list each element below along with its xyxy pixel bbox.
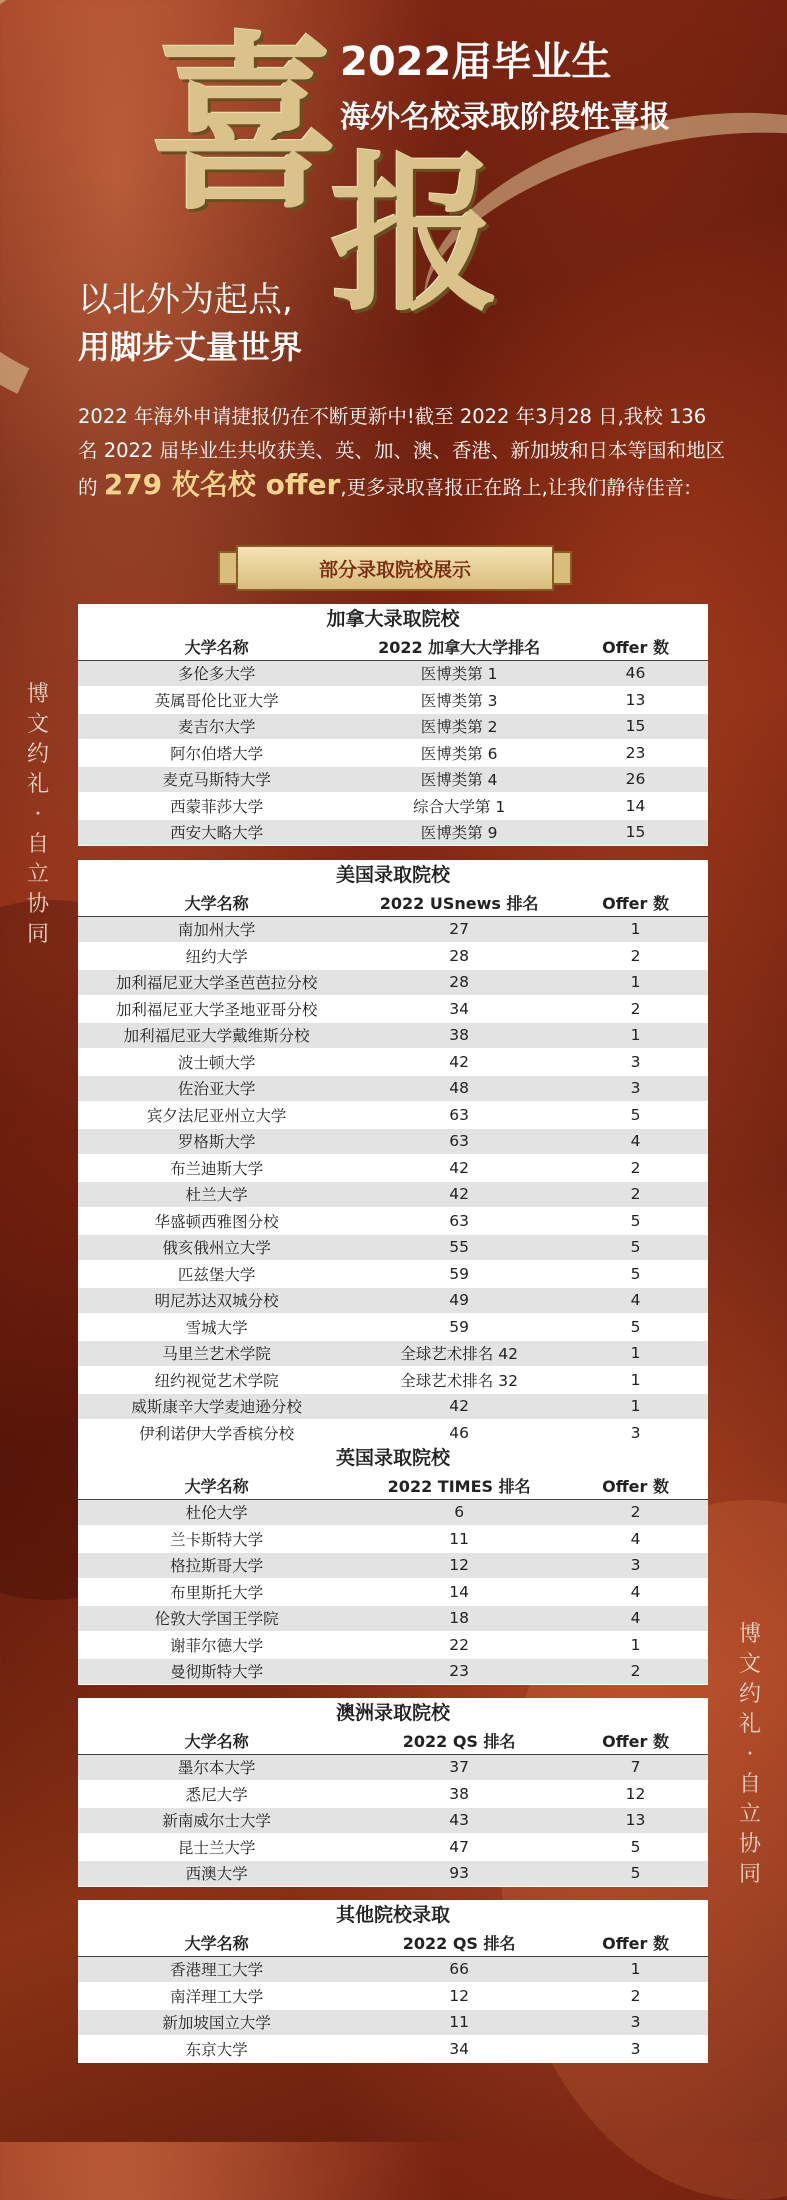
ranking-cell: 全球艺术排名 32 [355,1367,563,1394]
university-name: 新加坡国立大学 [78,2009,355,2036]
ranking-cell: 63 [355,1102,563,1129]
ranking-cell: 93 [355,1860,563,1887]
column-header: Offer 数 [563,1930,708,1956]
offer-count: 1 [563,1956,708,1983]
table-header-row [78,1930,708,1956]
column-header: 2022 QS 排名 [355,1930,563,1956]
column-header: Offer 数 [563,1728,708,1754]
ranking-cell: 23 [355,1658,563,1685]
ranking-cell: 14 [355,1579,563,1606]
table-row [78,969,708,996]
offer-count-highlight: 279 枚名校 offer [103,468,341,501]
table-row [78,766,708,793]
offer-count: 2 [563,1658,708,1685]
column-header: 大学名称 [78,634,355,660]
offer-count: 1 [563,1632,708,1659]
ranking-cell: 48 [355,1075,563,1102]
offer-count: 5 [563,1102,708,1129]
ranking-cell: 46 [355,1420,563,1447]
table-row [78,1526,708,1553]
ranking-cell: 42 [355,1393,563,1420]
table-row [78,1754,708,1781]
ranking-cell: 医博类第 6 [355,740,563,767]
table-row [78,1393,708,1420]
offer-count: 4 [563,1579,708,1606]
university-name: 伊利诺伊大学香槟分校 [78,1420,355,1447]
table-header-row [78,1473,708,1499]
offer-count: 3 [563,1075,708,1102]
intro-text-end: ,更多录取喜报正在路上,让我们静待佳音: [340,476,691,499]
ranking-cell: 43 [355,1807,563,1834]
offer-count: 2 [563,996,708,1023]
offer-count: 7 [563,1754,708,1781]
offer-count: 1 [563,1022,708,1049]
section-title: 澳洲录取院校 [335,1702,450,1724]
ranking-cell: 18 [355,1605,563,1632]
university-name: 布兰迪斯大学 [78,1155,355,1182]
offer-count: 13 [563,1807,708,1834]
column-header: 大学名称 [78,890,355,916]
university-name: 波士顿大学 [78,1049,355,1076]
table-row [78,1499,708,1526]
ranking-cell: 34 [355,996,563,1023]
column-header: 大学名称 [78,1930,355,1956]
table-row [78,1261,708,1288]
university-name: 纽约大学 [78,943,355,970]
university-name: 加利福尼亚大学圣地亚哥分校 [78,996,355,1023]
table-row [78,1367,708,1394]
offer-count: 1 [563,1340,708,1367]
ranking-cell: 12 [355,1983,563,2010]
table-row [78,996,708,1023]
side-motto-right: 博文约礼·自立协同 [738,1622,761,1887]
column-header: 大学名称 [78,1473,355,1499]
table-header-row [78,634,708,660]
table-row [78,1956,708,1983]
university-name: 纽约视觉艺术学院 [78,1367,355,1394]
table-row [78,1983,708,2010]
page-subtitle: 海外名校录取阶段性喜报 [340,100,670,135]
table-row [78,713,708,740]
university-name: 兰卡斯特大学 [78,1526,355,1553]
university-name: 谢菲尔德大学 [78,1632,355,1659]
university-name: 佐治亚大学 [78,1075,355,1102]
page-title: 2022届毕业生 [340,39,612,85]
table-row [78,1181,708,1208]
table-row [78,1208,708,1235]
table-row [78,1781,708,1808]
ranking-table [78,890,708,1447]
university-name: 杜兰大学 [78,1181,355,1208]
table-row [78,1075,708,1102]
table-row [78,660,708,687]
big-character-xi: 喜 [150,13,341,236]
table-header-row [78,890,708,916]
ranking-table [78,1930,708,2063]
table-row [78,2009,708,2036]
offer-count: 14 [563,793,708,820]
offer-count: 1 [563,969,708,996]
column-header: 2022 加拿大大学排名 [355,634,563,660]
university-name: 威斯康辛大学麦迪逊分校 [78,1393,355,1420]
table-row [78,1340,708,1367]
university-name: 华盛顿西雅图分校 [78,1208,355,1235]
table-row [78,916,708,943]
table-row [78,1658,708,1685]
university-name: 麦克马斯特大学 [78,766,355,793]
table-row [78,1860,708,1887]
ranking-cell: 63 [355,1208,563,1235]
ranking-cell: 医博类第 1 [355,660,563,687]
table-row [78,819,708,846]
university-name: 宾夕法尼亚州立大学 [78,1102,355,1129]
table-row [78,1128,708,1155]
offer-count: 15 [563,713,708,740]
offer-count: 5 [563,1314,708,1341]
section-usa [78,860,708,1447]
table-row [78,687,708,714]
university-name: 悉尼大学 [78,1781,355,1808]
university-name: 布里斯托大学 [78,1579,355,1606]
ranking-cell: 医博类第 4 [355,766,563,793]
offer-count: 5 [563,1208,708,1235]
table-row [78,1552,708,1579]
ranking-cell: 37 [355,1754,563,1781]
ranking-table [78,1728,708,1887]
ranking-cell: 医博类第 9 [355,819,563,846]
column-header: Offer 数 [563,634,708,660]
side-motto-left: 博文约礼·自立协同 [26,682,49,947]
table-row [78,1605,708,1632]
university-name: 东京大学 [78,2036,355,2063]
ranking-cell: 34 [355,2036,563,2063]
table-row [78,1807,708,1834]
table-row [78,1579,708,1606]
ranking-cell: 全球艺术排名 42 [355,1340,563,1367]
table-row [78,1314,708,1341]
university-name: 昆士兰大学 [78,1834,355,1861]
offer-count: 12 [563,1781,708,1808]
ranking-cell: 11 [355,1526,563,1553]
university-name: 明尼苏达双城分校 [78,1287,355,1314]
offer-count: 3 [563,2036,708,2063]
offer-count: 1 [563,1393,708,1420]
table-row [78,1234,708,1261]
ranking-cell: 42 [355,1049,563,1076]
university-name: 西安大略大学 [78,819,355,846]
section-australia [78,1698,708,1887]
ranking-cell: 医博类第 3 [355,687,563,714]
offer-count: 2 [563,1155,708,1182]
ranking-cell: 27 [355,916,563,943]
university-name: 格拉斯哥大学 [78,1552,355,1579]
table-row [78,943,708,970]
ranking-cell: 12 [355,1552,563,1579]
ranking-cell: 59 [355,1314,563,1341]
university-name: 曼彻斯特大学 [78,1658,355,1685]
university-name: 马里兰艺术学院 [78,1340,355,1367]
table-row [78,1834,708,1861]
offer-count: 26 [563,766,708,793]
offer-count: 5 [563,1234,708,1261]
ranking-cell: 38 [355,1781,563,1808]
university-name: 多伦多大学 [78,660,355,687]
university-name: 阿尔伯塔大学 [78,740,355,767]
ranking-cell: 28 [355,969,563,996]
offer-count: 2 [563,1499,708,1526]
table-row [78,793,708,820]
ranking-cell: 66 [355,1956,563,1983]
university-name: 西澳大学 [78,1860,355,1887]
ranking-cell: 55 [355,1234,563,1261]
university-name: 英属哥伦比亚大学 [78,687,355,714]
university-name: 加利福尼亚大学圣芭芭拉分校 [78,969,355,996]
section-banner: 部分录取院校展示 [236,545,554,591]
offer-count: 5 [563,1261,708,1288]
table-row [78,1155,708,1182]
slogan-line-2: 用脚步丈量世界 [78,328,303,366]
university-name: 杜伦大学 [78,1499,355,1526]
table-row [78,1102,708,1129]
table-row [78,1022,708,1049]
section-uk [78,1443,708,1685]
university-name: 雪城大学 [78,1314,355,1341]
offer-count: 2 [563,1983,708,2010]
big-character-bao: 报 [330,135,501,335]
section-canada [78,604,708,846]
offer-count: 4 [563,1605,708,1632]
offer-count: 2 [563,943,708,970]
offer-count: 4 [563,1526,708,1553]
ranking-cell: 42 [355,1155,563,1182]
university-name: 加利福尼亚大学戴维斯分校 [78,1022,355,1049]
offer-count: 15 [563,819,708,846]
section-title: 其他院校录取 [335,1904,450,1926]
table-row [78,1287,708,1314]
ranking-table [78,634,708,846]
table-row [78,2036,708,2063]
offer-count: 1 [563,1367,708,1394]
section-other [78,1900,708,2063]
table-row [78,1632,708,1659]
offer-count: 46 [563,660,708,687]
offer-count: 3 [563,2009,708,2036]
column-header: 大学名称 [78,1728,355,1754]
ranking-cell: 63 [355,1128,563,1155]
section-title: 美国录取院校 [335,864,450,886]
university-name: 南加州大学 [78,916,355,943]
offer-count: 5 [563,1834,708,1861]
offer-count: 13 [563,687,708,714]
ranking-cell: 28 [355,943,563,970]
column-header: 2022 TIMES 排名 [355,1473,563,1499]
ranking-cell: 6 [355,1499,563,1526]
section-title: 英国录取院校 [335,1447,450,1469]
table-row [78,740,708,767]
university-name: 麦吉尔大学 [78,713,355,740]
section-title: 加拿大录取院校 [326,608,460,630]
university-name: 新南威尔士大学 [78,1807,355,1834]
offer-count: 4 [563,1287,708,1314]
offer-count: 23 [563,740,708,767]
offer-count: 1 [563,916,708,943]
ranking-cell: 医博类第 2 [355,713,563,740]
intro-text: 2022 年海外申请捷报仍在不断更新中!截至 2022 年3月28 日,我校 136 名 2022 届毕业生共收获美、英、加、澳、香港、新加坡和日本等国和地区的 [78,405,726,499]
ranking-table [78,1473,708,1685]
ranking-cell: 49 [355,1287,563,1314]
ranking-cell: 59 [355,1261,563,1288]
ranking-cell: 47 [355,1834,563,1861]
column-header: Offer 数 [563,890,708,916]
ranking-cell: 38 [355,1022,563,1049]
university-name: 罗格斯大学 [78,1128,355,1155]
intro-paragraph [78,400,728,505]
university-name: 匹兹堡大学 [78,1261,355,1288]
offer-count: 4 [563,1128,708,1155]
university-name: 伦敦大学国王学院 [78,1605,355,1632]
slogan-line-1: 以北外为起点, [78,280,293,320]
header [0,0,787,380]
column-header: 2022 USnews 排名 [355,890,563,916]
offer-count: 3 [563,1552,708,1579]
university-name: 墨尔本大学 [78,1754,355,1781]
offer-count: 3 [563,1420,708,1447]
ranking-cell: 22 [355,1632,563,1659]
university-name: 西蒙菲莎大学 [78,793,355,820]
table-row [78,1049,708,1076]
offer-count: 5 [563,1860,708,1887]
table-header-row [78,1728,708,1754]
university-name: 南洋理工大学 [78,1983,355,2010]
ranking-cell: 11 [355,2009,563,2036]
column-header: 2022 QS 排名 [355,1728,563,1754]
column-header: Offer 数 [563,1473,708,1499]
university-name: 俄亥俄州立大学 [78,1234,355,1261]
offer-count: 3 [563,1049,708,1076]
ranking-cell: 42 [355,1181,563,1208]
offer-count: 2 [563,1181,708,1208]
university-name: 香港理工大学 [78,1956,355,1983]
ranking-cell: 综合大学第 1 [355,793,563,820]
